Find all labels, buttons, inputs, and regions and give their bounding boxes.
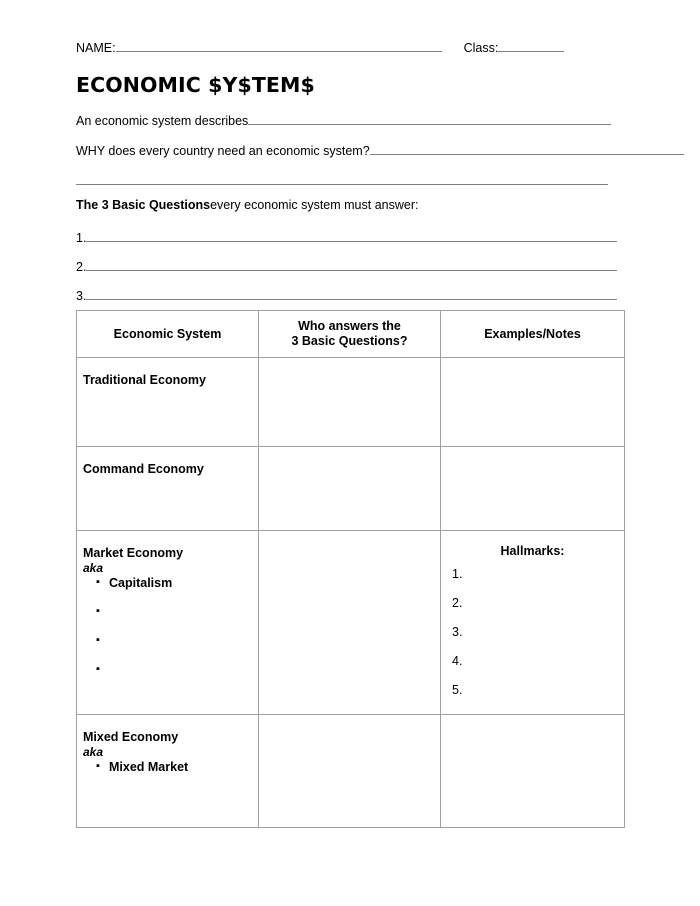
table-header-row <box>77 311 625 358</box>
system-name-traditional: Traditional Economy <box>83 373 206 387</box>
cell-examples-notes-market <box>441 531 625 715</box>
prompt-1-blank-line[interactable] <box>248 111 611 125</box>
cell-who-answers-command[interactable] <box>259 447 441 531</box>
basic-question-1-number: 1. <box>76 231 87 245</box>
list-item[interactable] <box>109 663 258 692</box>
name-blank-line[interactable] <box>116 38 442 52</box>
column-header-examples-notes: Examples/Notes <box>441 311 625 358</box>
list-item[interactable]: 5. <box>452 683 463 697</box>
system-name-mixed: Mixed Economy <box>83 730 179 744</box>
cell-who-answers-mixed[interactable] <box>259 715 441 828</box>
name-label: NAME: <box>76 41 116 55</box>
basic-questions-heading-bold: The 3 Basic Questions <box>76 198 211 212</box>
column-header-who-answers <box>259 311 441 358</box>
column-header-who-answers-line2: 3 Basic Questions? <box>291 334 408 348</box>
basic-question-2-blank-line[interactable] <box>86 257 617 271</box>
cell-who-answers-market[interactable] <box>259 531 441 715</box>
basic-question-3-number: 3. <box>76 289 87 303</box>
table-row <box>77 447 625 531</box>
column-header-who-answers-line1: Who answers the <box>298 319 401 333</box>
aka-label-mixed: aka <box>83 745 104 759</box>
economic-systems-table <box>76 310 625 828</box>
cell-system-traditional <box>77 358 259 447</box>
basic-questions-heading <box>76 198 418 212</box>
list-item[interactable]: 1. <box>452 567 463 581</box>
cell-examples-notes-traditional[interactable] <box>441 358 625 447</box>
cell-examples-notes-mixed[interactable] <box>441 715 625 828</box>
aka-list-mixed <box>83 760 258 778</box>
list-item[interactable]: 3. <box>452 625 463 639</box>
basic-question-2-number: 2. <box>76 260 87 274</box>
class-label: Class: <box>463 41 499 55</box>
aka-list-market <box>83 576 258 692</box>
list-item[interactable] <box>109 605 258 634</box>
prompt-2-blank-line[interactable] <box>370 141 684 155</box>
cell-system-mixed <box>77 715 259 828</box>
hallmarks-list <box>441 558 624 712</box>
prompt-economic-system-describes <box>76 111 611 128</box>
class-blank-line[interactable] <box>498 38 564 52</box>
basic-questions-heading-rest: every economic system must answer: <box>210 198 419 212</box>
basic-question-3-blank-line[interactable] <box>86 286 617 300</box>
basic-question-3-row <box>76 286 617 303</box>
column-header-economic-system: Economic System <box>77 311 259 358</box>
table-row <box>77 715 625 828</box>
table-row <box>77 531 625 715</box>
basic-question-1-blank-line[interactable] <box>86 228 617 242</box>
list-item[interactable]: 4. <box>452 654 463 668</box>
prompt-2-continuation <box>76 171 608 185</box>
aka-label-market: aka <box>83 561 104 575</box>
list-item[interactable]: 2. <box>452 596 463 610</box>
basic-question-1-row <box>76 228 617 245</box>
prompt-why-country-needs-system <box>76 141 684 158</box>
cell-system-market <box>77 531 259 715</box>
table-row <box>77 358 625 447</box>
prompt-1-text: An economic system describes <box>76 114 249 128</box>
cell-system-command <box>77 447 259 531</box>
cell-examples-notes-command[interactable] <box>441 447 625 531</box>
list-item: ▪ Capitalism <box>109 576 258 605</box>
system-name-market: Market Economy <box>83 546 184 560</box>
basic-question-2-row <box>76 257 617 274</box>
system-name-command: Command Economy <box>83 462 204 476</box>
cell-who-answers-traditional[interactable] <box>259 358 441 447</box>
page-title: ECONOMIC $Y$TEM$ <box>76 73 315 97</box>
hallmarks-title: Hallmarks: <box>500 544 565 558</box>
prompt-2-text: WHY does every country need an economic system? <box>76 144 370 158</box>
list-item: ▪ Mixed Market <box>109 760 258 778</box>
list-item[interactable] <box>109 634 258 663</box>
name-class-row <box>76 38 624 58</box>
prompt-2-blank-line-continued[interactable] <box>76 171 608 185</box>
